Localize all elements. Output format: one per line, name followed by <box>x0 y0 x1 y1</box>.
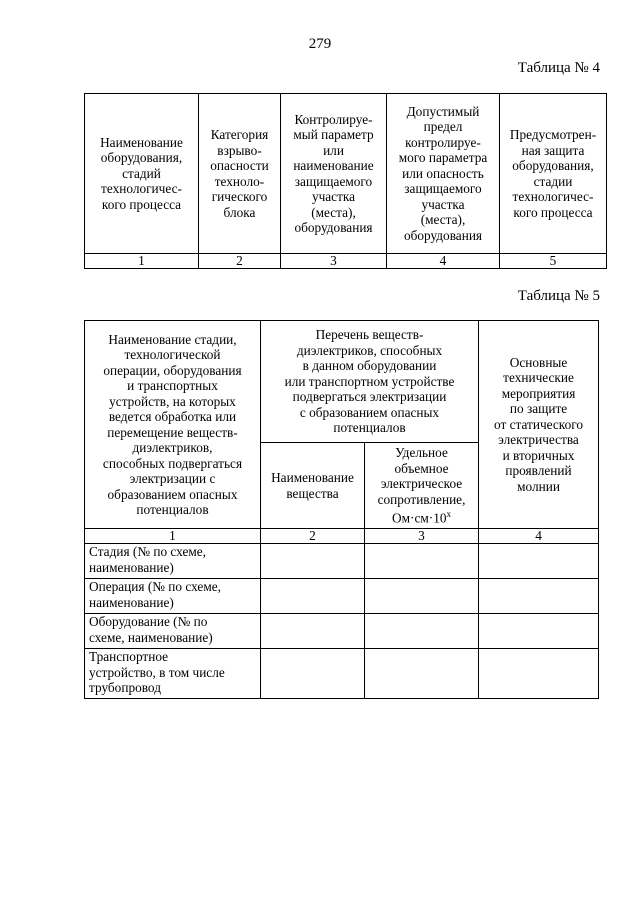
table5-row-stage: Стадия (№ по схеме, наименование) <box>85 544 261 579</box>
table4 <box>84 93 607 269</box>
table5-cell <box>479 614 599 649</box>
table5-cell <box>261 579 365 614</box>
table5-col-number: 3 <box>365 529 479 544</box>
table5-caption: Таблица № 5 <box>517 288 600 304</box>
table5-col-number: 2 <box>261 529 365 544</box>
table5-cell <box>261 649 365 699</box>
table5-col-number: 1 <box>85 529 261 544</box>
table4-col-number: 1 <box>85 254 199 269</box>
table4-header-parameter: Контролируе- мый параметр или наименование защищаемого участка (места), оборудования <box>281 94 387 254</box>
table5-header-stage: Наименование стадии, технологической операции, оборудования и транспортных устройств, на которых ведется обработка или перемещение веществ- диэлектриков, способных подвергаться электризации с образованием опасных потенциалов <box>85 321 261 529</box>
resistivity-exponent: x <box>446 509 451 520</box>
table4-header-equipment: Наименование оборудования, стадий технологичес- кого процесса <box>85 94 199 254</box>
table5-cell <box>479 544 599 579</box>
table4-header-protection: Предусмотрен- ная защита оборудования, стадии технологичес- кого процесса <box>500 94 607 254</box>
table5-row-operation: Операция (№ по схеме, наименование) <box>85 579 261 614</box>
table5-cell <box>365 614 479 649</box>
table5-header-measures: Основные технические мероприятия по защите от статического электричества и вторичных проявлений молнии <box>479 321 599 529</box>
table4-col-number: 3 <box>281 254 387 269</box>
table5-header-dielectrics: Перечень веществ- диэлектриков, способных в данном оборудовании или транспортном устройстве подвергаться электризации с образованием опасных потенциалов <box>261 321 479 443</box>
page-number: 279 <box>308 36 332 52</box>
resistivity-label: Удельное объемное электрическое сопротивление, Ом·см·10 <box>377 445 466 526</box>
table5-header-substance-name: Наименование вещества <box>261 443 365 529</box>
table4-header-category: Категория взрыво- опасности техноло- гического блока <box>199 94 281 254</box>
table4-col-number: 5 <box>500 254 607 269</box>
table5-cell <box>261 614 365 649</box>
table5-cell <box>365 649 479 699</box>
table5-row-transport: Транспортное устройство, в том числе трубопровод <box>85 649 261 699</box>
table5-cell <box>365 579 479 614</box>
table5-col-number: 4 <box>479 529 599 544</box>
table5-cell <box>479 579 599 614</box>
table5-cell <box>479 649 599 699</box>
table5-header-resistivity <box>365 443 479 529</box>
table4-header-limit: Допустимый предел контролируе- мого параметра или опасность защищаемого участка (места), оборудования <box>387 94 500 254</box>
table4-caption: Таблица № 4 <box>517 60 600 76</box>
table5 <box>84 320 599 699</box>
table5-row-equipment: Оборудование (№ по схеме, наименование) <box>85 614 261 649</box>
table5-cell <box>365 544 479 579</box>
table4-col-number: 4 <box>387 254 500 269</box>
table4-col-number: 2 <box>199 254 281 269</box>
table5-cell <box>261 544 365 579</box>
